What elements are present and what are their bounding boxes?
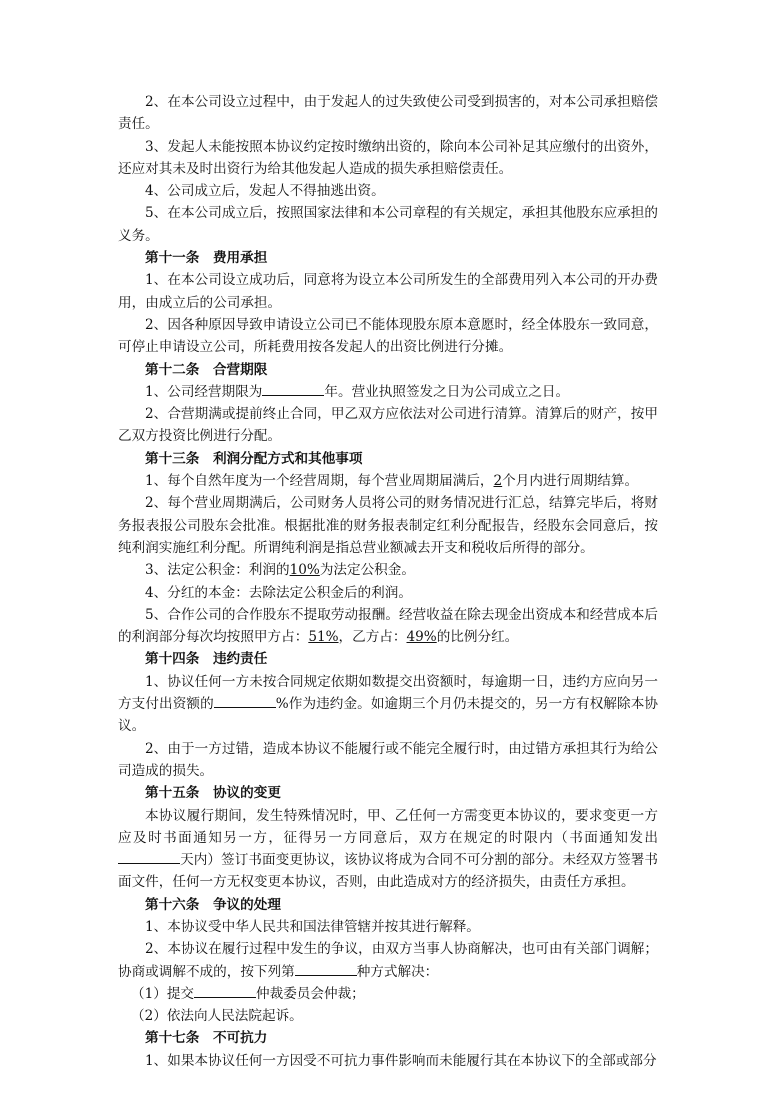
clause-14-item-2: 2、由于一方过错，造成本协议不能履行或不能完全履行时，由过错方承担其行为给公司造成的损失。 bbox=[118, 740, 658, 779]
text: 本协议履行期间，发生特殊情况时，甲、乙任何一方需变更本协议的，要求变更一方应及时书面通知另一方，征得另一方同意后，双方在规定的时限内（书面通知发出 bbox=[118, 807, 658, 846]
fill-blank-term bbox=[262, 381, 324, 396]
text: 1、协议任何一方未按合同规定依期如数提交出资额时，每逾期一日，违约方应向另一方支付出资额的 bbox=[118, 673, 658, 713]
heading-clause-12: 第十二条 合营期限 bbox=[145, 361, 268, 378]
heading-clause-11: 第十一条 费用承担 bbox=[145, 250, 268, 267]
document-body bbox=[118, 91, 658, 1072]
text: 天内）签订书面变更协议，该协议将成为合同不可分割的部分。未经双方签署书面文件，任何一方无权变更本协议，否则，由此造成对方的经济损失，由责任方承担。 bbox=[118, 852, 658, 891]
clause-16-option-2: （2）依法向人民法院起诉。 bbox=[131, 1008, 303, 1025]
clause-10-item-4: 4、公司成立后，发起人不得抽逃出资。 bbox=[145, 183, 385, 200]
clause-13-item-5 bbox=[118, 604, 658, 649]
text: ，乙方占： bbox=[338, 629, 407, 646]
heading-clause-17: 第十七条 不可抗力 bbox=[145, 1030, 268, 1047]
clause-10-item-5: 5、在本公司成立后，按照国家法律和本公司章程的有关规定，承担其他股东应承担的义务。 bbox=[118, 205, 658, 244]
clause-16-item-2 bbox=[118, 938, 658, 983]
clause-10-item-2: 2、在本公司设立过程中，由于发起人的过失致使公司受到损害的，对本公司承担赔偿责任。 bbox=[118, 94, 658, 133]
clause-15-text bbox=[118, 805, 658, 894]
text: 3、法定公积金：利润的 bbox=[145, 562, 290, 579]
text: 1、公司经营期限为 bbox=[145, 383, 263, 400]
heading-clause-16: 第十六条 争议的处理 bbox=[145, 896, 281, 913]
underlined-value: 2 bbox=[493, 473, 503, 490]
clause-13-item-3 bbox=[118, 559, 658, 581]
text: 的比例分红。 bbox=[436, 629, 519, 646]
fill-blank-arbitration bbox=[194, 983, 256, 998]
text: 仲裁委员会仲裁； bbox=[256, 985, 365, 1002]
clause-16-item-1: 1、本协议受中华人民共和国法律管辖并按其进行解释。 bbox=[145, 918, 480, 935]
text: 1、每个自然年度为一个经营周期，每个营业周期届满后， bbox=[145, 473, 494, 490]
clause-12-item-2: 2、合营期满或提前终止合同，甲乙双方应依法对公司进行清算。清算后的财产，按甲乙双方投资比例进行分配。 bbox=[118, 406, 658, 445]
clause-13-item-1 bbox=[118, 470, 658, 492]
fill-blank-penalty bbox=[214, 693, 276, 708]
clause-11-item-2: 2、因各种原因导致申请设立公司已不能体现股东原本意愿时，经全体股东一致同意，可停止申请设立公司，所耗费用按各发起人的出资比例进行分摊。 bbox=[118, 316, 658, 356]
text: %作为违约金。如逾期三个月仍未提交的，另一方有权解除本协议。 bbox=[118, 696, 659, 735]
underlined-value: 51% bbox=[308, 629, 339, 646]
heading-clause-14: 第十四条 违约责任 bbox=[145, 651, 268, 668]
text: 2、本协议在履行过程中发生的争议，由双方当事人协商解决，也可由有关部门调解；协商或调解不成的，按下列第 bbox=[118, 941, 658, 980]
clause-16-option-1 bbox=[118, 983, 658, 1005]
heading-clause-13: 第十三条 利润分配方式和其他事项 bbox=[145, 450, 363, 467]
text: 年。营业执照签发之日为公司成立之日。 bbox=[324, 383, 570, 400]
text: 为法定公积金。 bbox=[319, 562, 415, 579]
text: 种方式解决： bbox=[356, 963, 439, 980]
fill-blank-method bbox=[295, 961, 357, 976]
clause-17-item-1: 1、如果本协议任何一方因受不可抗力事件影响而未能履行其在本协议下的全部或部分 bbox=[145, 1052, 657, 1069]
clause-10-item-3: 3、发起人未能按照本协议约定按时缴纳出资的，除向本公司补足其应缴付的出资外，还应对其未及时出资行为给其他发起人造成的损失承担赔偿责任。 bbox=[118, 138, 658, 177]
heading-clause-15: 第十五条 协议的变更 bbox=[145, 785, 281, 802]
underlined-value: 49% bbox=[406, 629, 437, 646]
clause-12-item-1 bbox=[118, 381, 658, 403]
clause-13-item-2: 2、每个营业周期满后，公司财务人员将公司的财务情况进行汇总，结算完毕后，将财务报表报公司股东会批准。根据批准的财务报表制定红利分配报告，经股东会同意后，按纯利润实施红利分配。所谓纯利润是指总营业额减去开支和税收后所得的部分。 bbox=[118, 495, 658, 556]
clause-11-item-1: 1、在本公司设立成功后，同意将为设立本公司所发生的全部费用列入本公司的开办费用，由成立后的公司承担。 bbox=[118, 272, 658, 311]
text: （1）提交 bbox=[131, 985, 195, 1002]
text: 5、合作公司的合作股东不提取劳动报酬。经营收益在除去现金出资成本和经营成本后的利润部分每次均按照甲方占： bbox=[118, 606, 658, 646]
fill-blank-days bbox=[118, 849, 180, 864]
clause-14-item-1 bbox=[118, 671, 658, 738]
text: 个月内进行周期结算。 bbox=[502, 473, 639, 490]
clause-13-item-4: 4、分红的本金：去除法定公积金后的利润。 bbox=[145, 584, 412, 601]
underlined-value: 10% bbox=[289, 562, 320, 579]
